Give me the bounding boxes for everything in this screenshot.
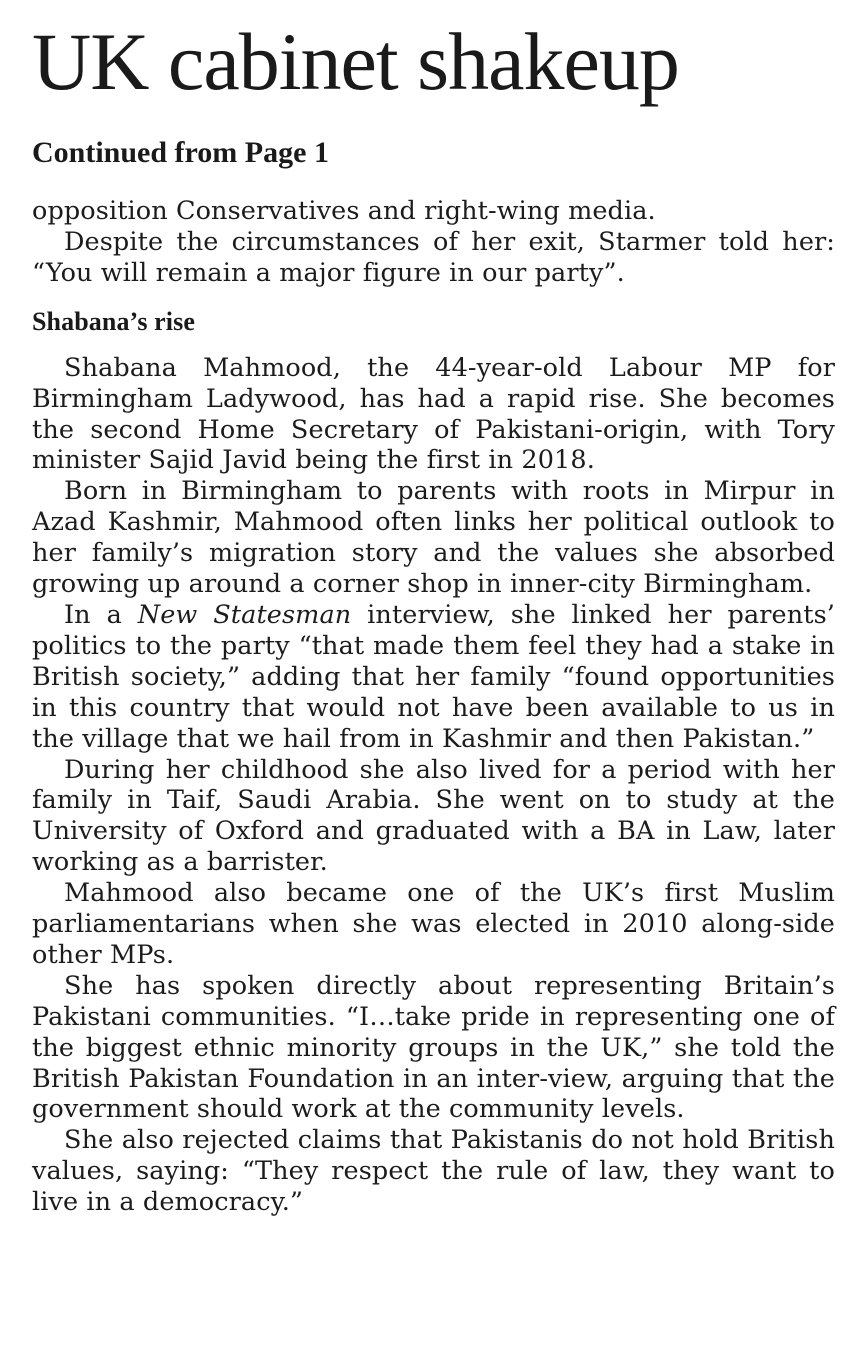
article-paragraph: During her childhood she also lived for a period with her family in Taif, Saudi Arabia. She went on to study at the University of Oxford and graduated with a BA in Law, later working as a barrister. (32, 754, 835, 878)
article-paragraph (32, 600, 835, 755)
article-paragraph: She also rejected claims that Pakistanis do not hold British values, saying: “They respect the rule of law, they want to live in a democracy.” (32, 1125, 835, 1218)
headline: UK cabinet shakeup (32, 16, 679, 107)
article-paragraph-continued: opposition Conservatives and right-wing media. (32, 196, 656, 226)
article-paragraph: She has spoken directly about representing Britain’s Pakistani communities. “I…take pride in representing one of the biggest ethnic minority groups in the UK,” she told the British Pakistan Foundation in an inter-view, arguing that the government should work at the community levels. (32, 970, 835, 1125)
section-subhead: Shabana’s rise (32, 306, 195, 336)
article-paragraph: Shabana Mahmood, the 44-year-old Labour MP for Birmingham Ladywood, has had a rapid rise. She becomes the second Home Secretary of Pakistani-origin, with Tory minister Sajid Javid being the first in 2018. (32, 352, 835, 476)
article-body (32, 196, 835, 1218)
article-paragraph: Mahmood also became one of the UK’s first Muslim parliamentarians when she was elected in 2010 along-side other MPs. (32, 878, 835, 970)
paragraph-text: In a (64, 599, 138, 630)
article-paragraph: Born in Birmingham to parents with roots in Mirpur in Azad Kashmir, Mahmood often links her political outlook to her family’s migration story and the values she absorbed growing up around a corner shop in inner-city Birmingham. (32, 476, 835, 600)
publication-name: New Statesman (137, 599, 352, 630)
paragraph-text: interview, she linked her parents’ politics to the party “that made them feel they had a stake in British society,” adding that her family “found opportunities in this country that would not have been available to us in the village that we hail from in Kashmir and then Pakistan.” (32, 599, 835, 754)
continued-from-label: Continued from Page 1 (32, 136, 329, 169)
article-paragraph: Despite the circumstances of her exit, Starmer told her: “You will remain a major figure in our party”. (32, 226, 835, 288)
